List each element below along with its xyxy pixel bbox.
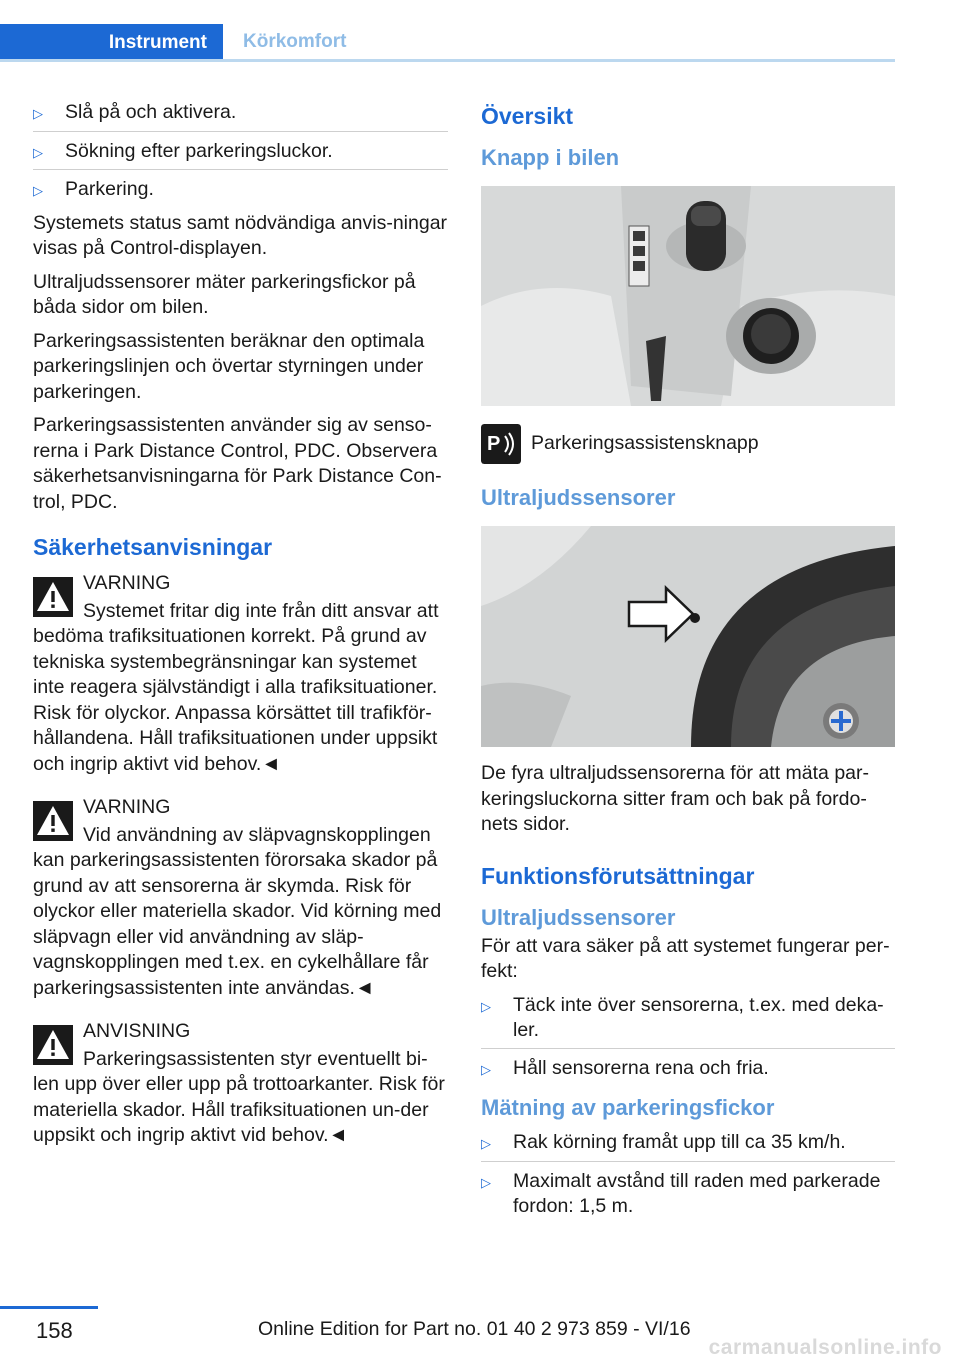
list-item: ▷ Håll sensorerna rena och fria. [481, 1056, 895, 1083]
tab-underline [0, 59, 895, 62]
paragraph: Parkeringsassistenten beräknar den optimala parkeringslinjen och övertar styrningen under parkeringen. [33, 329, 425, 403]
warning-box [33, 795, 448, 1001]
warning-text: Systemet fritar dig inte från ditt ansvar att bedöma trafiksituationen korrekt. På grund av tekniska systembegränsningar kan systemet inte reagera självständigt i alla trafiksituationer. Risk för olyckor. Anpassa körsättet till trafikför-hållandena. Håll trafiksituationen under uppsikt och ingrip aktivt vid behov.◄ [33, 599, 439, 775]
paragraph: För att vara säker på att systemet fungerar per-fekt: [481, 934, 890, 982]
divider [481, 1048, 895, 1049]
list-item: ▷ Maximalt avstånd till raden med parkerade fordon: 1,5 m. [481, 1169, 881, 1217]
warning-box [33, 571, 448, 777]
watermark: carmanualsonline.info [708, 1336, 942, 1359]
button-caption: Parkeringsassistensknapp [531, 432, 759, 455]
bullet-triangle-icon: ▷ [33, 106, 43, 121]
list-item: ▷ Rak körning framåt upp till ca 35 km/h. [481, 1130, 895, 1157]
paragraph: Systemets status samt nödvändiga anvis-ningar visas på Control-displayen. [33, 211, 448, 259]
overview-heading: Översikt [481, 103, 574, 129]
bullet-triangle-icon: ▷ [33, 183, 43, 198]
sensor-photo [481, 526, 895, 747]
notice-box [33, 1019, 448, 1149]
safety-heading: Säkerhetsanvisningar [33, 534, 273, 560]
notice-title: ANVISNING [83, 1020, 191, 1042]
notice-text: Parkeringsassistenten styr eventuellt bi-len upp över eller upp på trottoarkanter. Risk för materiella skador. Håll trafiksituationen un-der uppsikt och ingrip aktivt vid behov.◄ [33, 1047, 445, 1146]
svg-text:P: P [487, 433, 501, 455]
divider [33, 169, 448, 170]
right-column [481, 100, 895, 1227]
warning-triangle-icon [33, 801, 73, 841]
func-subheading: Ultraljudssensorer [481, 904, 676, 930]
bullet-triangle-icon: ▷ [33, 144, 43, 160]
paragraph: Parkeringsassistenten använder sig av senso-rerna i Park Distance Control, PDC. Observera säkerhetsanvisningarna för Park Distance Con-trol, PDC. [33, 414, 442, 513]
edition-note: Online Edition for Part no. 01 40 2 973 859 - VI/16 [258, 1318, 691, 1340]
warning-text: Vid användning av släpvagnskopplingen kan parkeringsassistenten förorsaka skador på grund av att sensorerna är skymda. Risk för olyckor eller materiella skador. Vid körning med släpvagn eller vid användning av släp-vagnskopplingen med t.ex. en cykelhållare får parkeringsassistenten inte användas.◄ [33, 823, 442, 999]
warning-triangle-icon [33, 577, 73, 617]
list-item: ▷ Täck inte över sensorerna, t.ex. med deka-ler. [481, 993, 884, 1041]
divider [481, 1161, 895, 1162]
list-item: ▷ Sökning efter parkeringsluckor. [33, 139, 448, 166]
paragraph: De fyra ultraljudssensorerna för att mäta par-keringsluckorna sitter fram och bak på fordo-nets sidor. [481, 762, 870, 835]
bullet-triangle-icon: ▷ [481, 1136, 491, 1151]
divider [33, 131, 448, 132]
button-heading: Knapp i bilen [481, 145, 620, 170]
list-item: ▷ Parkering. [33, 177, 448, 204]
console-photo [481, 186, 895, 406]
parking-assistant-button-icon [481, 424, 521, 464]
chapter-tab-bar [0, 24, 895, 62]
measure-heading: Mätning av parkeringsfickor [481, 1095, 775, 1120]
warning-triangle-icon [33, 1025, 73, 1065]
sensors-heading: Ultraljudssensorer [481, 485, 676, 510]
button-legend [481, 424, 895, 464]
warning-title: VARNING [83, 796, 171, 818]
paragraph: Ultraljudssensorer mäter parkeringsfickor på båda sidor om bilen. [33, 270, 416, 318]
bullet-triangle-icon: ▷ [481, 1174, 491, 1190]
tab-korkomfort[interactable]: Körkomfort [243, 30, 347, 52]
bullet-triangle-icon: ▷ [481, 1061, 491, 1077]
bullet-triangle-icon: ▷ [481, 998, 491, 1014]
footer-accent-line [0, 1306, 98, 1309]
left-column [33, 100, 448, 1167]
tab-instrument[interactable]: Instrument [0, 24, 223, 62]
list-item: ▷ Slå på och aktivera. [33, 100, 448, 127]
warning-title: VARNING [83, 572, 171, 594]
page-number: 158 [36, 1318, 73, 1343]
func-heading: Funktionsförutsättningar [481, 862, 755, 889]
